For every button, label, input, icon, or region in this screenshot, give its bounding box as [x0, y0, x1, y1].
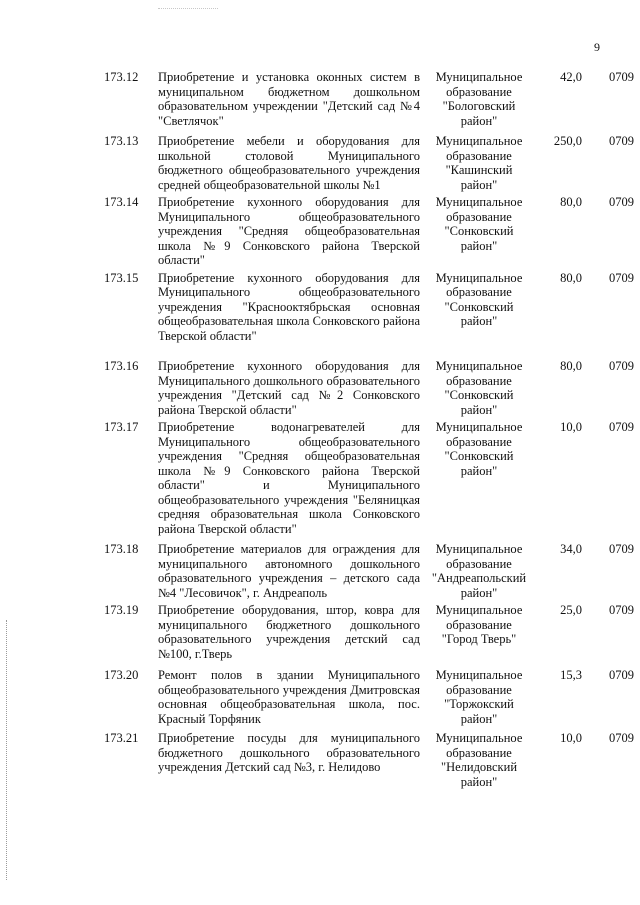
row-description: Приобретение оборудования, штор, ковра для муниципального бюджетного дошкольного образовательного учреждения детский сад №100, г.Тверь [158, 603, 420, 661]
row-amount: 80,0 [560, 359, 582, 373]
row-amount: 10,0 [560, 420, 582, 434]
row-code: 0709 [609, 668, 634, 682]
scan-margin-marks [6, 620, 9, 880]
table-row [96, 603, 634, 661]
scan-artifact [158, 8, 218, 10]
table-row [96, 668, 634, 726]
row-description: Ремонт полов в здании Муниципального общеобразовательного учреждения Дмитровская основная общеобразовательная школа, пос. Красный Торфяник [158, 668, 420, 726]
row-number: 173.17 [104, 420, 139, 434]
table-row [96, 359, 634, 417]
row-description: Приобретение посуды для муниципального бюджетного дошкольного образовательного учреждения Детский сад №3, г. Нелидово [158, 731, 420, 774]
row-number: 173.13 [104, 134, 139, 148]
row-municipality: Муниципальное образование "Сонковский район" [435, 195, 523, 253]
row-amount: 250,0 [553, 134, 582, 148]
row-code: 0709 [609, 603, 634, 617]
table-row [96, 70, 634, 128]
row-amount: 15,3 [560, 668, 582, 682]
row-municipality: Муниципальное образование "Кашинский район" [435, 134, 523, 192]
row-amount: 25,0 [560, 603, 582, 617]
table-row [96, 542, 634, 600]
row-amount: 34,0 [560, 542, 582, 556]
row-municipality: Муниципальное образование "Бологовский район" [435, 70, 523, 128]
table-row [96, 731, 634, 789]
row-number: 173.16 [104, 359, 139, 373]
row-description: Приобретение водонагревателей для Муниципального общеобразовательного учреждения "Средняя общеобразовательная школа №9 Сонковского района Тверской области" и Муниципального общеобразовательного учреждения "Беляницкая средняя образовательная школа Сонковского района Тверской области" [158, 420, 420, 536]
row-amount: 80,0 [560, 195, 582, 209]
row-municipality: Муниципальное образование "Город Тверь" [435, 603, 523, 646]
row-number: 173.21 [104, 731, 139, 745]
table-row [96, 270, 634, 344]
row-number: 173.19 [104, 603, 139, 617]
row-code: 0709 [609, 195, 634, 209]
row-amount: 80,0 [560, 270, 582, 285]
row-number: 173.20 [104, 668, 139, 682]
row-municipality: Муниципальное образование "Сонковский район" [435, 270, 523, 328]
table-row [96, 134, 634, 192]
row-number: 173.12 [104, 70, 139, 84]
row-municipality: Муниципальное образование "Торжокский район" [435, 668, 523, 726]
row-municipality: Муниципальное образование "Сонковский район" [435, 359, 523, 417]
row-number: 173.15 [104, 270, 139, 285]
row-municipality: Муниципальное образование "Андреапольский район" [431, 542, 527, 600]
row-code: 0709 [609, 70, 634, 84]
row-description: Приобретение кухонного оборудования для Муниципального общеобразовательного учреждения "Краснооктябрьская основная общеобразовательная школа Сонковского района Тверской области" [158, 270, 420, 343]
table-row [96, 420, 634, 536]
row-description: Приобретение кухонного оборудования для Муниципального дошкольного образовательного учреждения "Детский сад №2 Сонковского района Тверской области" [158, 359, 420, 417]
row-municipality: Муниципальное образование "Нелидовский район" [435, 731, 523, 789]
row-description: Приобретение и установка оконных систем в муниципальном бюджетном дошкольном образовательном учреждении "Детский сад №4 "Светлячок" [158, 70, 420, 128]
row-amount: 10,0 [560, 731, 582, 745]
row-amount: 42,0 [560, 70, 582, 84]
row-description: Приобретение материалов для ограждения для муниципального автономного дошкольного образовательного учреждения – детского сада №4 "Лесовичок", г. Андреаполь [158, 542, 420, 600]
row-code: 0709 [609, 420, 634, 434]
table-row [96, 195, 634, 268]
row-code: 0709 [609, 134, 634, 148]
row-number: 173.18 [104, 542, 139, 556]
row-code: 0709 [609, 542, 634, 556]
budget-table [96, 70, 634, 789]
row-code: 0709 [609, 731, 634, 745]
row-municipality: Муниципальное образование "Сонковский район" [435, 420, 523, 478]
row-description: Приобретение кухонного оборудования для Муниципального общеобразовательного учреждения "Средняя общеобразовательная школа №9 Сонковского района Тверской области" [158, 195, 420, 267]
page-number: 9 [594, 40, 600, 54]
row-description: Приобретение мебели и оборудования для школьной столовой Муниципального бюджетного общеобразовательного учреждения средней общеобразовательной школы №1 [158, 134, 420, 192]
row-number: 173.14 [104, 195, 139, 209]
row-code: 0709 [609, 359, 634, 373]
row-code: 0709 [609, 270, 634, 285]
